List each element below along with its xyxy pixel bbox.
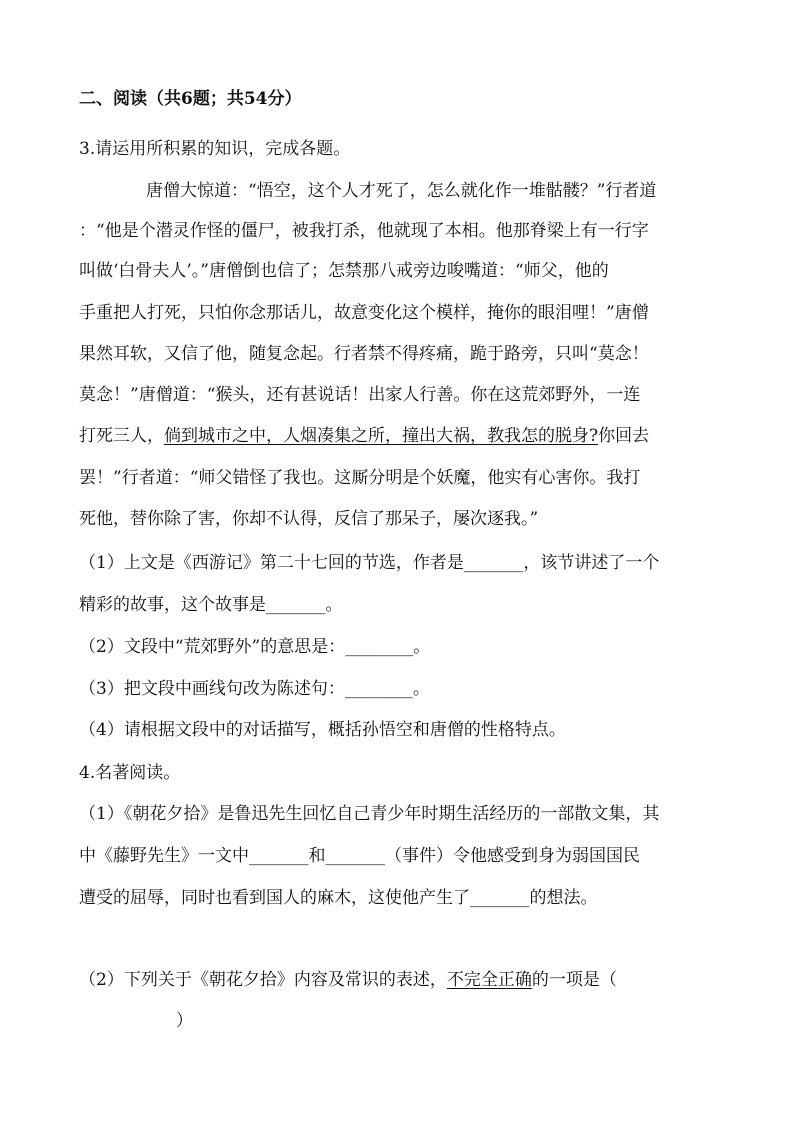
question-4-heading: 4.名著阅读。 [79,763,181,783]
question-3-sub-4: （4）请根据文段中的对话描写，概括孙悟空和唐僧的性格特点。 [79,720,566,740]
underlined-emphasis: 不完全正确 [446,970,532,990]
passage-text: 你回去 [598,426,650,446]
question-3-sub-1: （1）上文是《西游记》第二十七回的节选，作者是_______，该节讲述了一个 [79,553,660,573]
question-4-sub-1-cont: 中《藤野先生》一文中_______和_______（事件）令他感受到身为弱国国民 [79,846,640,866]
question-3-sub-3: （3）把文段中画线句改为陈述句：________。 [79,679,430,699]
section-title: 二、阅读（共6题；共54分） [79,89,302,109]
answer-bracket-close: ） [176,1011,193,1031]
question-4-sub-2 [79,969,617,991]
passage-line: 手重把人打死，只怕你念那话儿，故意变化这个模样，掩你的眼泪哩！”唐僧 [79,303,649,323]
underlined-sentence: 倘到城市之中，人烟凑集之所，撞出大祸，教我怎的脱身? [164,426,599,446]
passage-line: ：“他是个潜灵作怪的僵尸，被我打杀，他就现了本相。他那脊梁上有一行字 [79,221,649,241]
question-text: 的一项是（ [531,970,617,990]
passage-line: 唐僧大惊道：“悟空，这个人才死了，怎么就化作一堆骷髅？”行者道 [146,181,657,201]
passage-line: 莫念！”唐僧道：“猴头，还有甚说话！出家人行善。你在这荒郊野外，一连 [79,385,641,405]
question-3-sub-1-cont: 精彩的故事，这个故事是_______。 [79,595,343,615]
question-3-sub-2: （2）文段中“荒郊野外”的意思是：________。 [79,637,431,657]
passage-line [79,425,649,447]
passage-line: 罢！”行者道：“师父错怪了我也。这厮分明是个妖魔，他实有心害你。我打 [79,468,641,488]
passage-text: 打死三人， [79,426,164,446]
question-3-heading: 3.请运用所积累的知识，完成各题。 [79,139,351,159]
passage-line: 死他，替你除了害，你却不认得，反信了那呆子，屡次逐我。” [79,509,539,529]
question-text: （2）下列关于《朝花夕拾》内容及常识的表述， [79,970,447,990]
question-4-sub-1: （1）《朝花夕拾》是鲁迅先生回忆自己青少年时期生活经历的一部散文集，其 [79,804,660,824]
question-4-sub-1-cont: 遭受的屈辱，同时也看到国人的麻木，这使他产生了_______的想法。 [79,888,598,908]
passage-line: 果然耳软，又信了他，随复念起。行者禁不得疼痛，跪于路旁，只叫“莫念！ [79,344,649,364]
passage-line: 叫做‘白骨夫人’。”唐僧倒也信了；怎禁那八戒旁边唆嘴道：“师父，他的 [79,261,609,281]
